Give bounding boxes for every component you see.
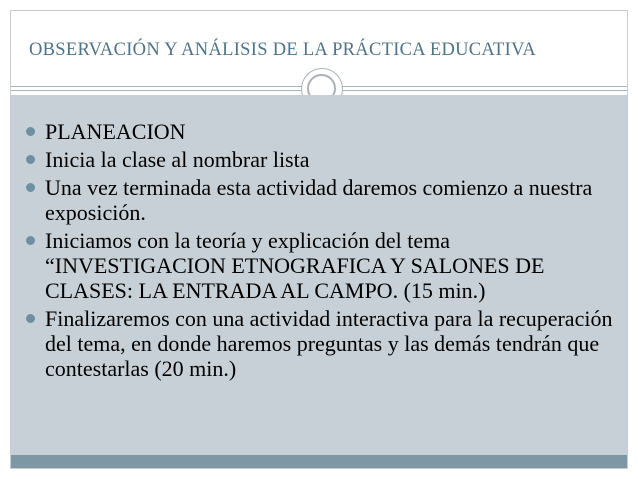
bullet-text: Iniciamos con la teoría y explicación del tema “INVESTIGACION ETNOGRAFICA Y SALONES DE CLASES: LA ENTRADA AL CAMPO. (15 min.) (45, 228, 545, 303)
bullet-text: PLANEACION (45, 119, 186, 144)
bullet-item-teoria (25, 228, 615, 303)
bullet-dot-icon (26, 127, 35, 136)
slide (10, 10, 628, 469)
bullet-item-planeacion (25, 119, 615, 144)
bullet-item-inicia-clase (25, 147, 615, 172)
bullet-dot-icon (26, 314, 35, 323)
bullet-dot-icon (26, 183, 35, 192)
bullet-text: Una vez terminada esta actividad daremos comienzo a nuestra exposición. (45, 175, 593, 225)
bullet-list (25, 119, 615, 384)
slide-content (11, 95, 627, 455)
bullet-item-actividad (25, 306, 615, 381)
bullet-dot-icon (26, 155, 35, 164)
bullet-text: Inicia la clase al nombrar lista (45, 147, 310, 172)
bullet-text: Finalizaremos con una actividad interactiva para la recuperación del tema, en donde haremos preguntas y las demás tendrán que contestarlas (20 min.) (45, 306, 613, 381)
bottom-accent-bar (11, 455, 627, 468)
bullet-dot-icon (26, 236, 35, 245)
slide-title: OBSERVACIÓN Y ANÁLISIS DE LA PRÁCTICA EDUCATIVA (29, 40, 537, 60)
bullet-item-exposicion (25, 175, 615, 225)
